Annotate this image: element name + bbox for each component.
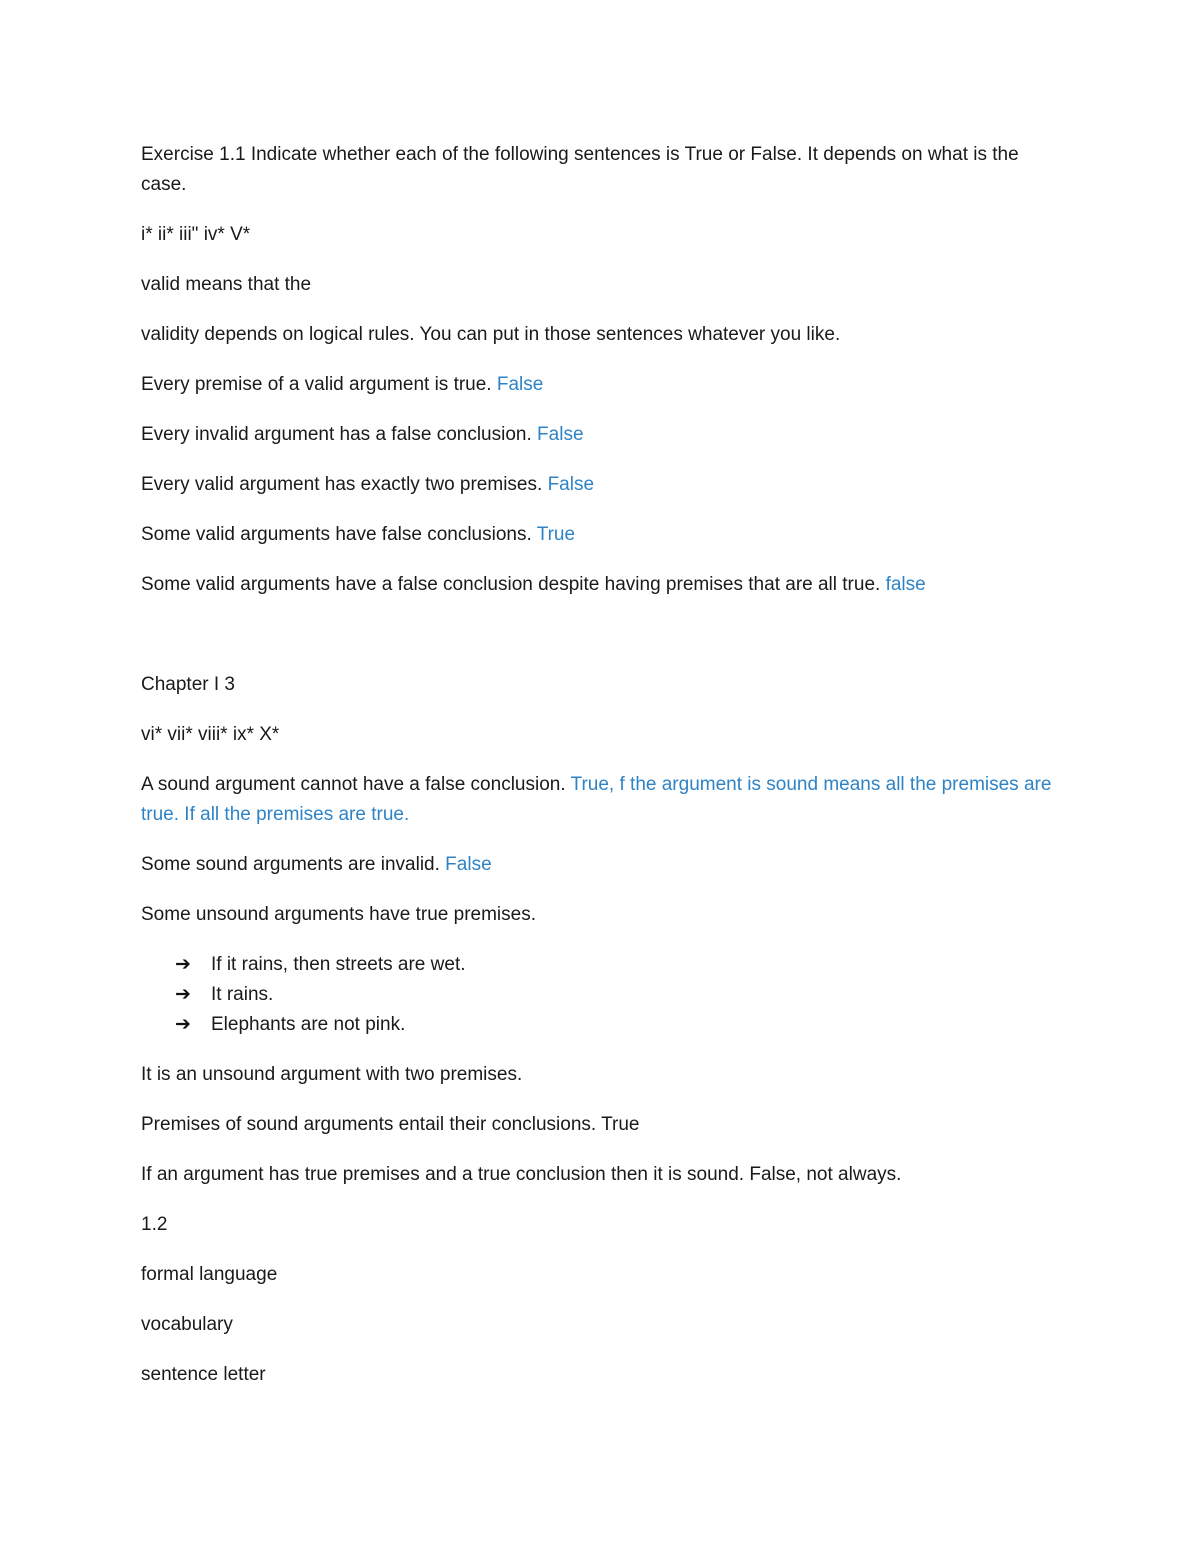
question-3	[141, 470, 1061, 500]
question-text: Some sound arguments are invalid.	[141, 854, 446, 875]
note-valid-means: valid means that the	[141, 274, 312, 295]
roman-numerals-line-2: vi* vii* viii* ix* X*	[141, 724, 280, 745]
question-1	[141, 370, 1061, 400]
answer-text: False	[547, 474, 595, 495]
exercise-heading: Exercise 1.1 Indicate whether each of the following sentences is True or False. It depends on what is the case.	[141, 144, 1019, 195]
section-number: 1.2	[141, 1214, 168, 1235]
question-10: If an argument has true premises and a true conclusion then it is sound. False, not always.	[141, 1164, 902, 1185]
question-text: Every premise of a valid argument is true.	[141, 374, 497, 395]
list-item	[141, 1010, 1061, 1040]
question-text: Every valid argument has exactly two premises.	[141, 474, 548, 495]
document-page	[141, 140, 1061, 1410]
list-item-text: If it rains, then streets are wet.	[211, 954, 466, 975]
question-8: Some unsound arguments have true premises.	[141, 904, 536, 925]
term-formal-language: formal language	[141, 1264, 278, 1285]
answer-text: False	[537, 424, 584, 445]
answer-text: false	[885, 574, 926, 595]
answer-text: True	[536, 524, 576, 545]
list-item	[141, 950, 1061, 980]
question-5	[141, 570, 1061, 600]
question-text: Every invalid argument has a false conclusion.	[141, 424, 538, 445]
list-item	[141, 980, 1061, 1010]
spacer	[141, 620, 1061, 670]
note-unsound-argument: It is an unsound argument with two premises.	[141, 1064, 523, 1085]
arrow-right-icon: ➔	[175, 954, 191, 975]
term-vocabulary: vocabulary	[141, 1314, 233, 1335]
question-9: Premises of sound arguments entail their conclusions. True	[141, 1114, 640, 1135]
list-item-text: Elephants are not pink.	[211, 1014, 406, 1035]
note-validity: validity depends on logical rules. You can put in those sentences whatever you like.	[141, 324, 841, 345]
answer-text: False	[445, 854, 492, 875]
answer-text: False	[496, 374, 544, 395]
question-4	[141, 520, 1061, 550]
answer-text: True, f the argument is sound means all the premises are true. If all the premises are true.	[141, 774, 1052, 825]
roman-numerals-line: i* ii* iii" iv* V*	[141, 224, 251, 245]
question-7	[141, 850, 1061, 880]
list-item-text: It rains.	[211, 984, 274, 1005]
chapter-heading: Chapter I 3	[141, 674, 235, 695]
question-text: Some valid arguments have a false conclusion despite having premises that are all true.	[141, 574, 886, 595]
question-6	[141, 770, 1061, 830]
arrow-right-icon: ➔	[175, 1014, 191, 1035]
argument-bullet-list	[141, 950, 1061, 1040]
question-text: Some valid arguments have false conclusions.	[141, 524, 537, 545]
arrow-right-icon: ➔	[175, 984, 191, 1005]
term-sentence-letter: sentence letter	[141, 1364, 266, 1385]
question-2	[141, 420, 1061, 450]
question-text: A sound argument cannot have a false conclusion.	[141, 774, 571, 795]
